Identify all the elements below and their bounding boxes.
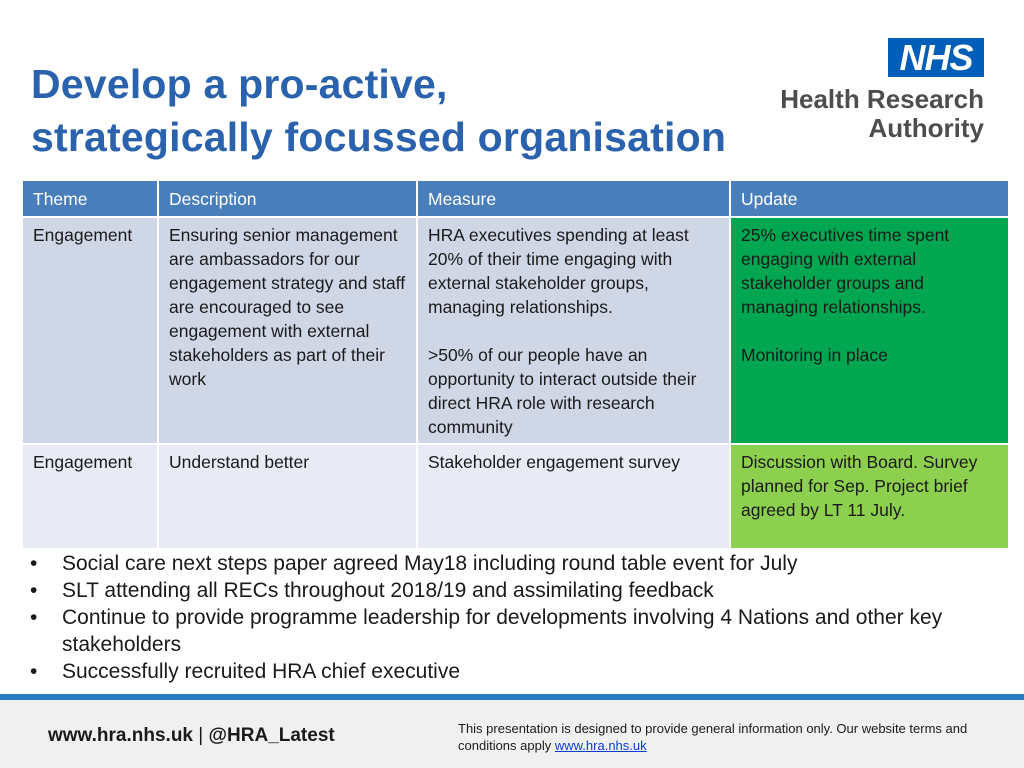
slide-title-line-1: Develop a pro-active, — [31, 61, 448, 107]
bullet-icon: • — [30, 552, 38, 575]
header-description: Description — [158, 180, 417, 217]
nhs-logo-box: NHS — [888, 38, 984, 77]
bullet-icon: • — [30, 579, 38, 602]
cell-description: Understand better — [158, 444, 417, 549]
table-header-row — [22, 180, 1009, 217]
bullet-text: Social care next steps paper agreed May18 including round table event for July — [62, 552, 798, 575]
progress-table — [21, 179, 1010, 550]
list-item — [30, 604, 990, 658]
logo-text-line-2: Authority — [868, 113, 984, 143]
cell-update-status-green — [730, 217, 1009, 444]
nhs-hra-logo — [778, 38, 986, 142]
footer-website: www.hra.nhs.uk — [48, 725, 193, 746]
footer-disclaimer — [458, 720, 998, 754]
logo-text-line-1: Health Research — [780, 84, 984, 114]
bullet-text: Continue to provide programme leadership for developments involving 4 Nations and other key stakeholders — [62, 606, 943, 656]
cell-update-status-light-green: Discussion with Board. Survey planned for Sep. Project brief agreed by LT 11 July. — [730, 444, 1009, 549]
update-text-2: Monitoring in place — [741, 345, 888, 365]
list-item — [30, 658, 990, 685]
cell-measure: Stakeholder engagement survey — [417, 444, 730, 549]
header-measure: Measure — [417, 180, 730, 217]
disclaimer-link[interactable]: www.hra.nhs.uk — [554, 738, 647, 753]
list-item — [30, 577, 990, 604]
footer — [0, 700, 1024, 768]
disclaimer-text: This presentation is designed to provide general information only. Our website terms and conditions apply — [458, 721, 968, 753]
header-theme: Theme — [22, 180, 158, 217]
bullet-list — [30, 550, 990, 685]
bullet-text: Successfully recruited HRA chief executive — [62, 660, 461, 683]
measure-text-1: HRA executives spending at least 20% of their time engaging with external stakeholder groups, managing relationships. — [428, 225, 689, 317]
measure-text-2: >50% of our people have an opportunity to interact outside their direct HRA role with research community — [428, 345, 697, 437]
footer-twitter-handle: @HRA_Latest — [208, 725, 335, 746]
slide-title-line-2: strategically focussed organisation — [31, 114, 727, 160]
cell-measure — [417, 217, 730, 444]
bullet-text: SLT attending all RECs throughout 2018/19 and assimilating feedback — [62, 579, 714, 602]
footer-contact — [48, 725, 335, 747]
bullet-icon: • — [30, 660, 38, 683]
cell-theme: Engagement — [22, 217, 158, 444]
table-row — [22, 444, 1009, 549]
update-text-1: 25% executives time spent engaging with external stakeholder groups and managing relationships. — [741, 225, 950, 317]
header-update: Update — [730, 180, 1009, 217]
list-item — [30, 550, 990, 577]
slide-title — [31, 58, 726, 164]
cell-description: Ensuring senior management are ambassadors for our engagement strategy and staff are encouraged to see engagement with external stakeholders as part of their work — [158, 217, 417, 444]
table-row — [22, 217, 1009, 444]
cell-theme: Engagement — [22, 444, 158, 549]
bullet-icon: • — [30, 606, 38, 629]
footer-separator: | — [198, 725, 204, 746]
